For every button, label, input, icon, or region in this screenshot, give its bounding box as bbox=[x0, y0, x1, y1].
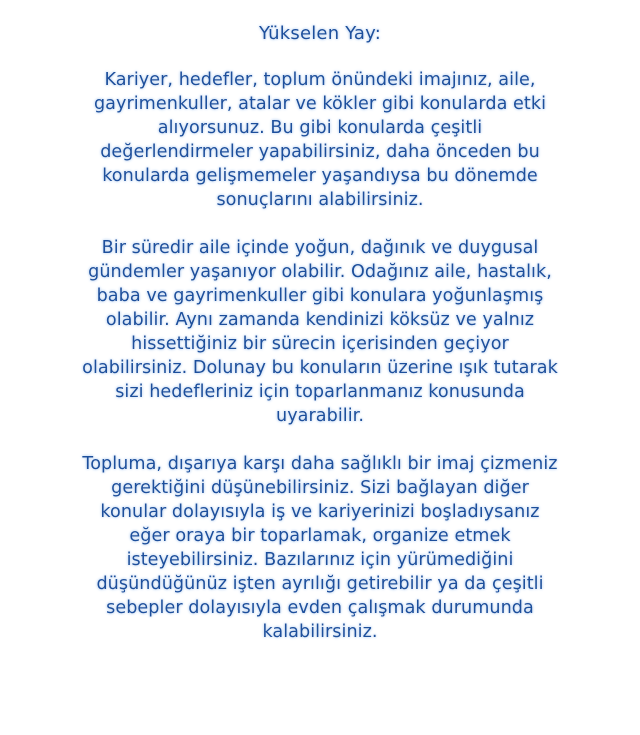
text-line: uyarabilir. bbox=[276, 406, 364, 426]
text-line: alıyorsunuz. Bu gibi konularda çeşitli bbox=[157, 118, 483, 138]
text-line: olabilir. Aynı zamanda kendinizi köksüz ve yalnız bbox=[105, 310, 535, 330]
text-line: Topluma, dışarıya karşı daha sağlıklı bir imaj çizmeniz bbox=[82, 454, 558, 474]
text-line: olabilirsiniz. Dolunay bu konuların üzerine ışık tutarak bbox=[82, 358, 558, 378]
text-line: sizi hedefleriniz için toparlanmanız konusunda bbox=[115, 382, 525, 402]
text-line: Kariyer, hedefler, toplum önündeki imajınız, aile, bbox=[104, 70, 536, 90]
paragraph-career bbox=[26, 68, 614, 212]
text-line: hissettiğiniz bir sürecin içerisinden geçiyor bbox=[131, 334, 509, 354]
text-line: değerlendirmeler yapabilirsiniz, daha önceden bu bbox=[100, 142, 540, 162]
text-line: gayrimenkuller, atalar ve kökler gibi konularda etki bbox=[93, 94, 547, 114]
document-title: Yükselen Yay: bbox=[259, 23, 381, 44]
text-line: gerektiğini düşünebilirsiniz. Sizi bağlayan diğer bbox=[111, 478, 529, 498]
text-line: Bir süredir aile içinde yoğun, dağınık ve duygusal bbox=[101, 238, 539, 258]
text-line: gündemler yaşanıyor olabilir. Odağınız aile, hastalık, bbox=[88, 262, 552, 282]
text-line: konular dolayısıyla iş ve kariyerinizi boşladıysanız bbox=[100, 502, 540, 522]
paragraph-society bbox=[26, 452, 614, 644]
text-line: konularda gelişmemeler yaşandıysa bu dönemde bbox=[102, 166, 538, 186]
text-line: eğer oraya bir toparlamak, organize etmek bbox=[129, 526, 511, 546]
text-line: kalabilirsiniz. bbox=[262, 622, 378, 642]
text-line: baba ve gayrimenkuller gibi konulara yoğunlaşmış bbox=[96, 286, 544, 306]
paragraph-family bbox=[26, 236, 614, 428]
text-line: isteyebilirsiniz. Bazılarınız için yürümediğini bbox=[126, 550, 514, 570]
text-line: düşündüğünüz işten ayrılığı getirebilir ya da çeşitli bbox=[96, 574, 544, 594]
text-line: sonuçlarını alabilirsiniz. bbox=[216, 190, 424, 210]
text-line: sebepler dolayısıyla evden çalışmak durumunda bbox=[106, 598, 534, 618]
